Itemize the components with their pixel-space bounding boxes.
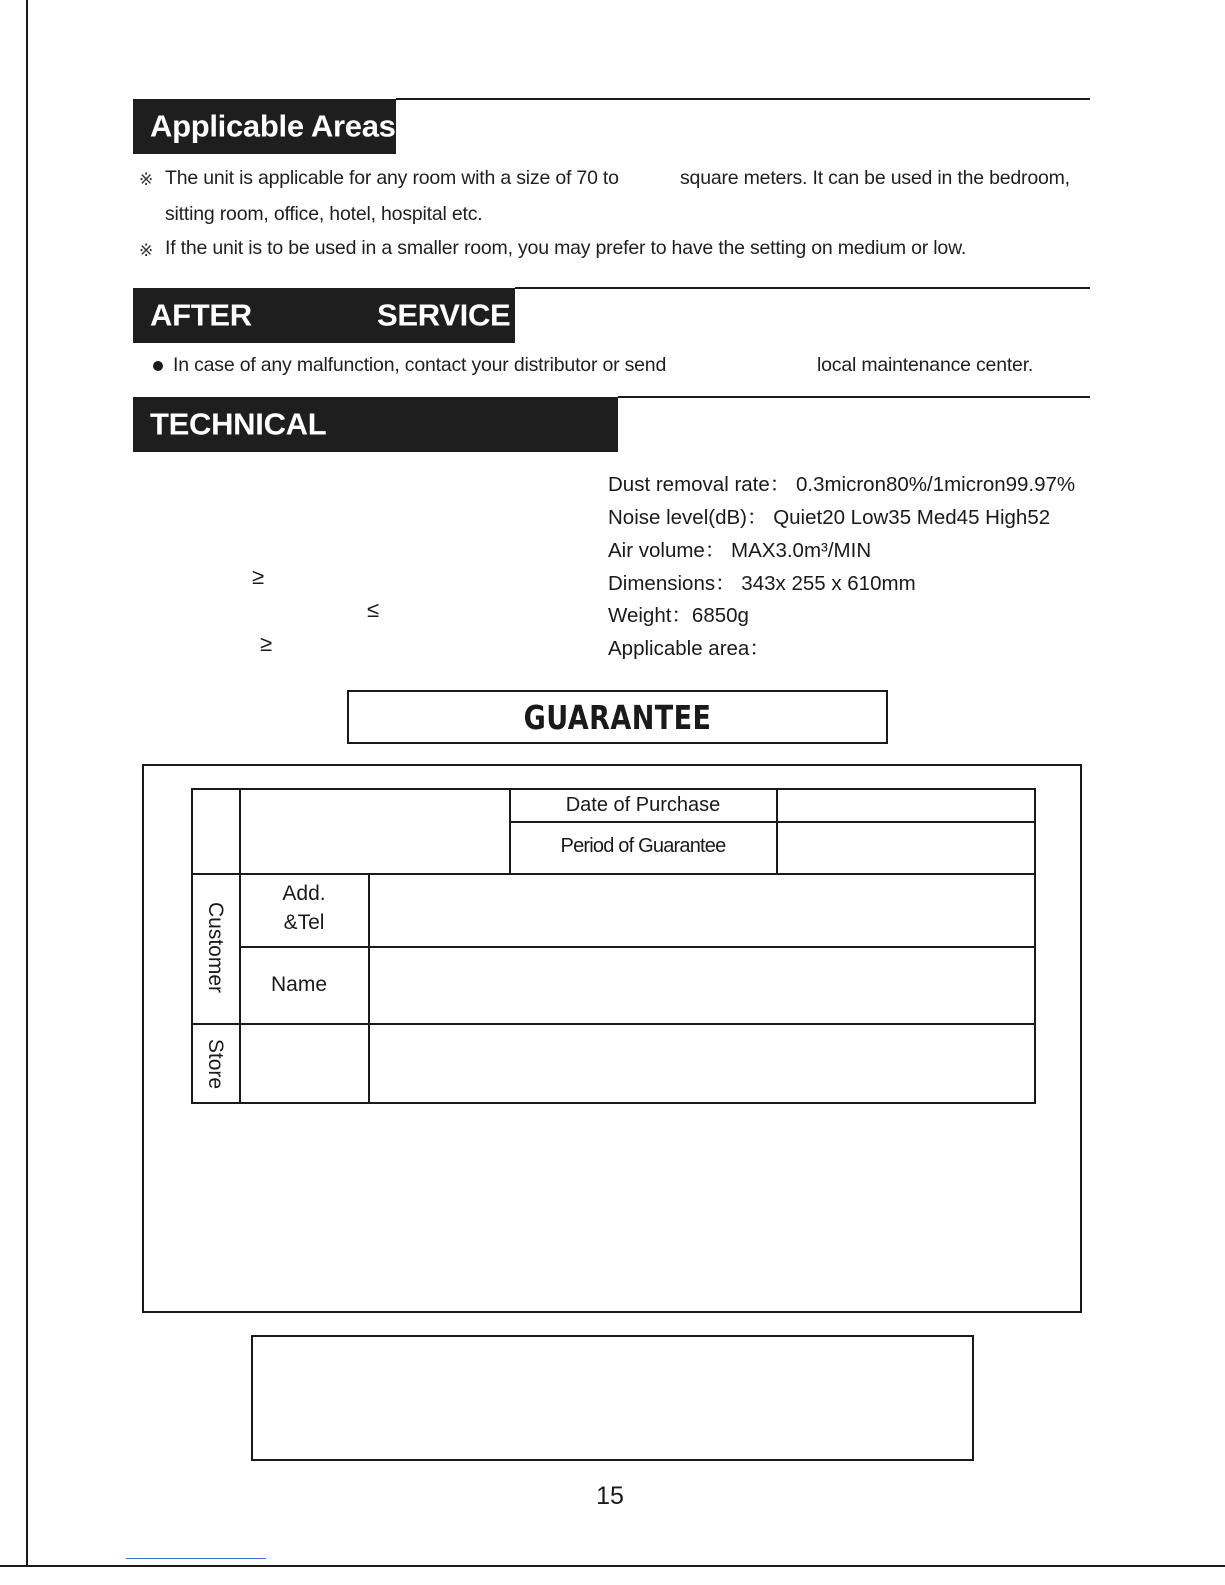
- spec-noise-level: Noise level(dB)： Quiet20 Low35 Med45 High52: [608, 506, 1051, 529]
- spec-symbol-3: ≥: [260, 631, 273, 656]
- table-left-border: [191, 788, 193, 1103]
- customer-label: Customer: [204, 902, 227, 994]
- applicable-areas-heading-text: Applicable Areas: [150, 107, 396, 143]
- spec-dust-removal: Dust removal rate： 0.3micron80%/1micron99.97%: [608, 473, 1076, 496]
- spec-applicable-area: Applicable area：: [608, 637, 770, 660]
- footer-box: [251, 1335, 974, 1461]
- date-of-purchase-label: Date of Purchase: [565, 794, 721, 816]
- technical-rule: [618, 396, 1090, 398]
- period-of-guarantee-label: Period of Guarantee: [560, 835, 726, 857]
- after-service-text-part1: In case of any malfunction, contact your distributor or send: [173, 354, 667, 376]
- after-service-heading-right: SERVICE: [377, 296, 511, 332]
- reference-mark-1: ※: [139, 170, 154, 189]
- model-field[interactable]: [241, 790, 509, 873]
- applicable-line1-part1: The unit is applicable for any room with a size of 70 to: [165, 167, 619, 189]
- table-right-border: [1034, 788, 1036, 1103]
- tel-label: &Tel: [283, 911, 325, 934]
- period-of-guarantee-field[interactable]: [777, 823, 1034, 873]
- name-label: Name: [270, 973, 328, 996]
- applicable-areas-rule: [396, 98, 1090, 100]
- after-service-text-part2: local maintenance center.: [817, 354, 1034, 376]
- store-details-field[interactable]: [370, 1025, 1034, 1102]
- page-left-border: [26, 0, 28, 1567]
- spec-symbol-1: ≥: [252, 564, 265, 589]
- spec-dimensions: Dimensions： 343x 255 x 610mm: [608, 572, 916, 595]
- date-of-purchase-field[interactable]: [777, 790, 1034, 821]
- guarantee-title: GUARANTEE: [523, 698, 712, 737]
- spec-air-volume: Air volume： MAX3.0m³/MIN: [608, 539, 872, 562]
- applicable-line1-continuation: sitting room, office, hotel, hospital etc.: [165, 203, 483, 225]
- after-service-heading: [133, 288, 515, 343]
- address-tel-field[interactable]: [370, 875, 1034, 946]
- page-bottom-border: [0, 1565, 1225, 1567]
- footer-link-underline: [126, 1558, 266, 1559]
- store-name-field[interactable]: [241, 1025, 368, 1102]
- guarantee-title-box: [347, 690, 888, 744]
- applicable-areas-heading: [133, 99, 396, 154]
- technical-heading: [133, 397, 618, 452]
- spec-weight: Weight：6850g: [608, 604, 749, 627]
- applicable-line1-part2: square meters. It can be used in the bedroom,: [680, 167, 1070, 189]
- bullet-dot: [153, 361, 163, 371]
- add-label: Add.: [282, 882, 326, 905]
- customer-name-field[interactable]: [370, 948, 1034, 1023]
- table-bottom-border: [191, 1102, 1036, 1104]
- spec-symbol-2: ≤: [367, 597, 380, 622]
- technical-heading-text: TECHNICAL: [150, 405, 327, 441]
- applicable-line2: If the unit is to be used in a smaller room, you may prefer to have the setting on medium or low.: [165, 237, 967, 259]
- store-label: Store: [204, 1038, 227, 1090]
- after-service-heading-left: AFTER: [150, 296, 252, 332]
- page-number: 15: [596, 1482, 624, 1510]
- reference-mark-2: ※: [139, 241, 154, 260]
- after-service-rule: [515, 287, 1090, 289]
